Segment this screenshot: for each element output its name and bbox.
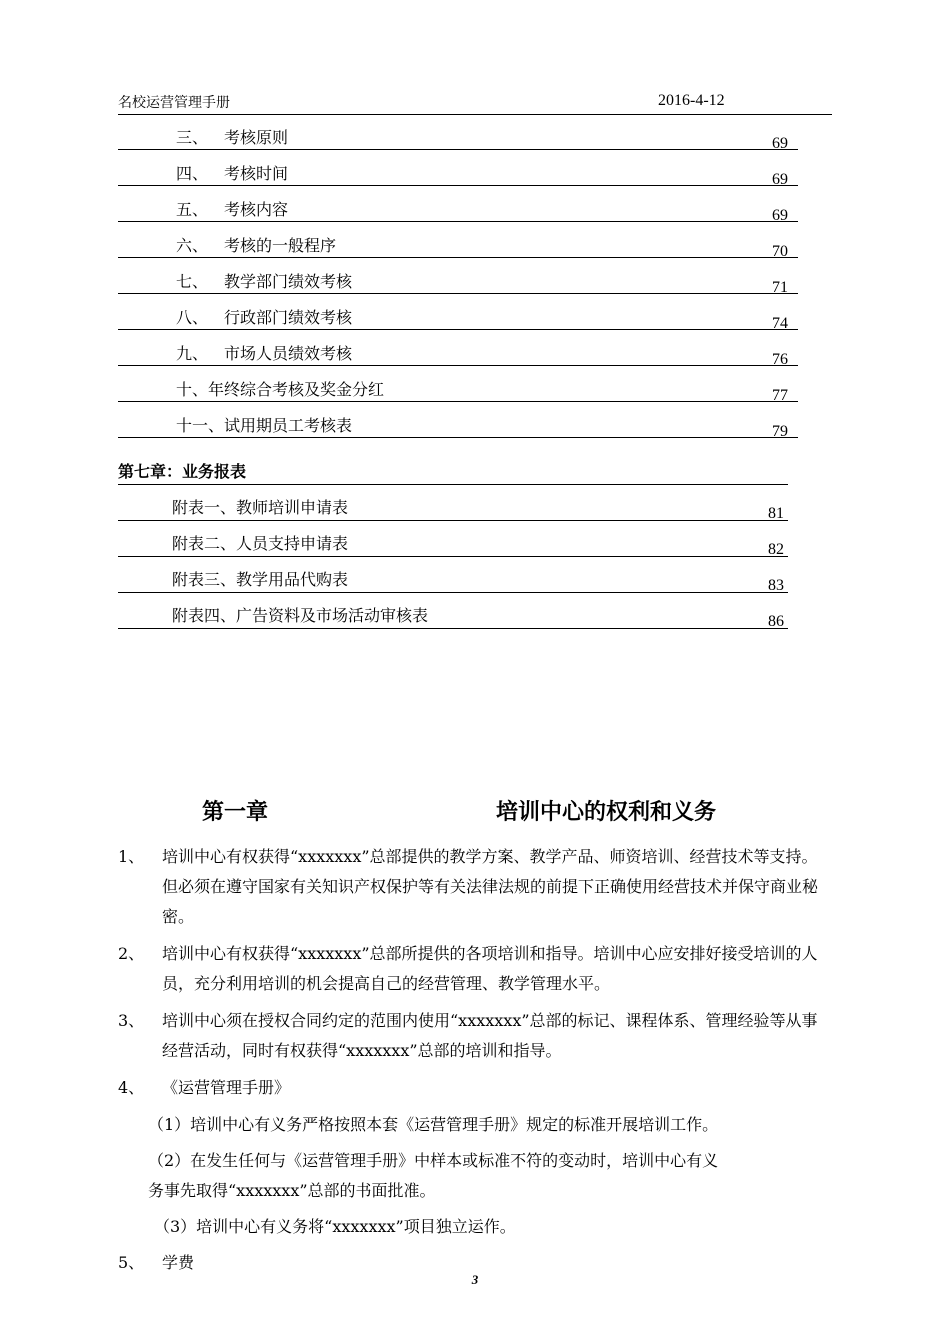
toc-entry-text: 考核的一般程序	[224, 236, 337, 255]
list-item-text: 培训中心有权获得“xxxxxxx”总部提供的教学方案、教学产品、师资培训、经营技术等支持。但必须在遵守国家有关知识产权保护等有关法律法规的前提下正确使用经营技术并保守商业秘密。	[162, 847, 819, 926]
list-item-marker: 5、	[118, 1253, 145, 1272]
toc-entry-text: 考核内容	[224, 200, 289, 219]
toc-entry-number: 九、	[176, 344, 209, 363]
toc-entry-text: 附表二、人员支持申请表	[172, 534, 349, 553]
chapter-number: 第一章	[202, 800, 269, 825]
toc-entry[interactable]	[118, 222, 798, 258]
toc-entry-number: 十、	[176, 380, 209, 399]
toc-entry-number: 七、	[176, 272, 209, 291]
toc-entry-number: 五、	[176, 200, 209, 219]
toc-entry-page: 71	[772, 279, 788, 296]
sub-list-item	[118, 1212, 832, 1242]
toc-entry-number: 十一、	[176, 416, 225, 435]
toc-entry[interactable]	[118, 330, 798, 366]
toc-entry-page: 82	[768, 541, 784, 558]
list-item-text: 培训中心有权获得“xxxxxxx”总部所提供的各项培训和指导。培训中心应安排好接受培训的人员，充分利用培训的机会提高自己的经营管理、教学管理水平。	[162, 944, 818, 993]
toc-entry[interactable]	[118, 294, 798, 330]
sub-list-item-text: （2）在发生任何与《运营管理手册》中样本或标准不符的变动时，培训中心有义	[148, 1151, 719, 1170]
list-item-text: 学费	[162, 1253, 195, 1272]
toc-entry-text: 试用期员工考核表	[224, 416, 353, 435]
toc-entry-text: 市场人员绩效考核	[224, 344, 353, 363]
toc-entry[interactable]	[118, 521, 788, 557]
toc-entry-number: 三、	[176, 128, 209, 147]
page-header	[118, 94, 832, 115]
toc-entry-page: 74	[772, 315, 788, 332]
toc-entry-page: 76	[772, 351, 788, 368]
list-item-text: 培训中心须在授权合同约定的范围内使用“xxxxxxx”总部的标记、课程体系、管理经验等从事经营活动，同时有权获得“xxxxxxx”总部的培训和指导。	[162, 1011, 818, 1060]
toc-entry-number: 六、	[176, 236, 209, 255]
list-item-marker: 2、	[118, 944, 145, 963]
list-item	[118, 1073, 832, 1103]
toc-entry[interactable]	[118, 402, 798, 438]
toc-entry-page: 86	[768, 613, 784, 630]
toc-entry[interactable]	[118, 593, 788, 629]
chapter-name: 培训中心的权利和义务	[496, 800, 717, 825]
sub-list-item-text: （1）培训中心有义务严格按照本套《运营管理手册》规定的标准开展培训工作。	[148, 1115, 719, 1134]
toc-entry-page: 69	[772, 171, 788, 188]
toc-entry-page: 79	[772, 423, 788, 440]
toc-entry-text: 附表四、广告资料及市场活动审核表	[172, 606, 429, 625]
sub-list-item	[118, 1110, 832, 1140]
toc-entry[interactable]	[118, 366, 798, 402]
toc-entry-text: 年终综合考核及奖金分红	[208, 380, 385, 399]
toc-entry[interactable]	[118, 114, 798, 150]
toc-entry-page: 83	[768, 577, 784, 594]
list-item-text: 《运营管理手册》	[162, 1078, 291, 1097]
toc-entry[interactable]	[118, 258, 798, 294]
chapter-body	[118, 842, 832, 1285]
toc-entry[interactable]	[118, 186, 798, 222]
sub-list-item-text: （3）培训中心有义务将“xxxxxxx”项目独立运作。	[154, 1217, 516, 1236]
toc-entry[interactable]	[118, 485, 788, 521]
toc-entry-text: 附表一、教师培训申请表	[172, 498, 349, 517]
sub-list-item-text-continued: 务事先取得“xxxxxxx”总部的书面批准。	[148, 1181, 436, 1200]
chapter-heading	[0, 798, 950, 830]
list-item-marker: 4、	[118, 1078, 145, 1097]
toc-entry-number: 八、	[176, 308, 209, 327]
toc-entry-page: 69	[772, 207, 788, 224]
table-of-contents	[118, 114, 798, 438]
header-date: 2016-4-12	[658, 92, 725, 109]
toc-entry[interactable]	[118, 150, 798, 186]
toc-entry-text: 附表三、教学用品代购表	[172, 570, 349, 589]
list-item-marker: 1、	[118, 847, 145, 866]
chapter-7-title[interactable]: 第七章：业务报表	[118, 462, 788, 485]
toc-entry-text: 考核原则	[224, 128, 289, 147]
list-item	[118, 939, 832, 999]
chapter-7-toc	[118, 462, 788, 629]
toc-entry-text: 行政部门绩效考核	[224, 308, 353, 327]
toc-entry-page: 77	[772, 387, 788, 404]
toc-entry-number: 四、	[176, 164, 209, 183]
toc-entry-page: 70	[772, 243, 788, 260]
toc-entry[interactable]	[118, 557, 788, 593]
toc-entry-text: 教学部门绩效考核	[224, 272, 353, 291]
list-item	[118, 1006, 832, 1066]
header-title: 名校运营管理手册	[118, 95, 230, 111]
toc-entry-text: 考核时间	[224, 164, 289, 183]
list-item-marker: 3、	[118, 1011, 145, 1030]
sub-list-item	[118, 1146, 832, 1206]
toc-entry-page: 69	[772, 135, 788, 152]
toc-entry-page: 81	[768, 505, 784, 522]
list-item	[118, 842, 832, 932]
page-number: 3	[471, 1272, 479, 1287]
